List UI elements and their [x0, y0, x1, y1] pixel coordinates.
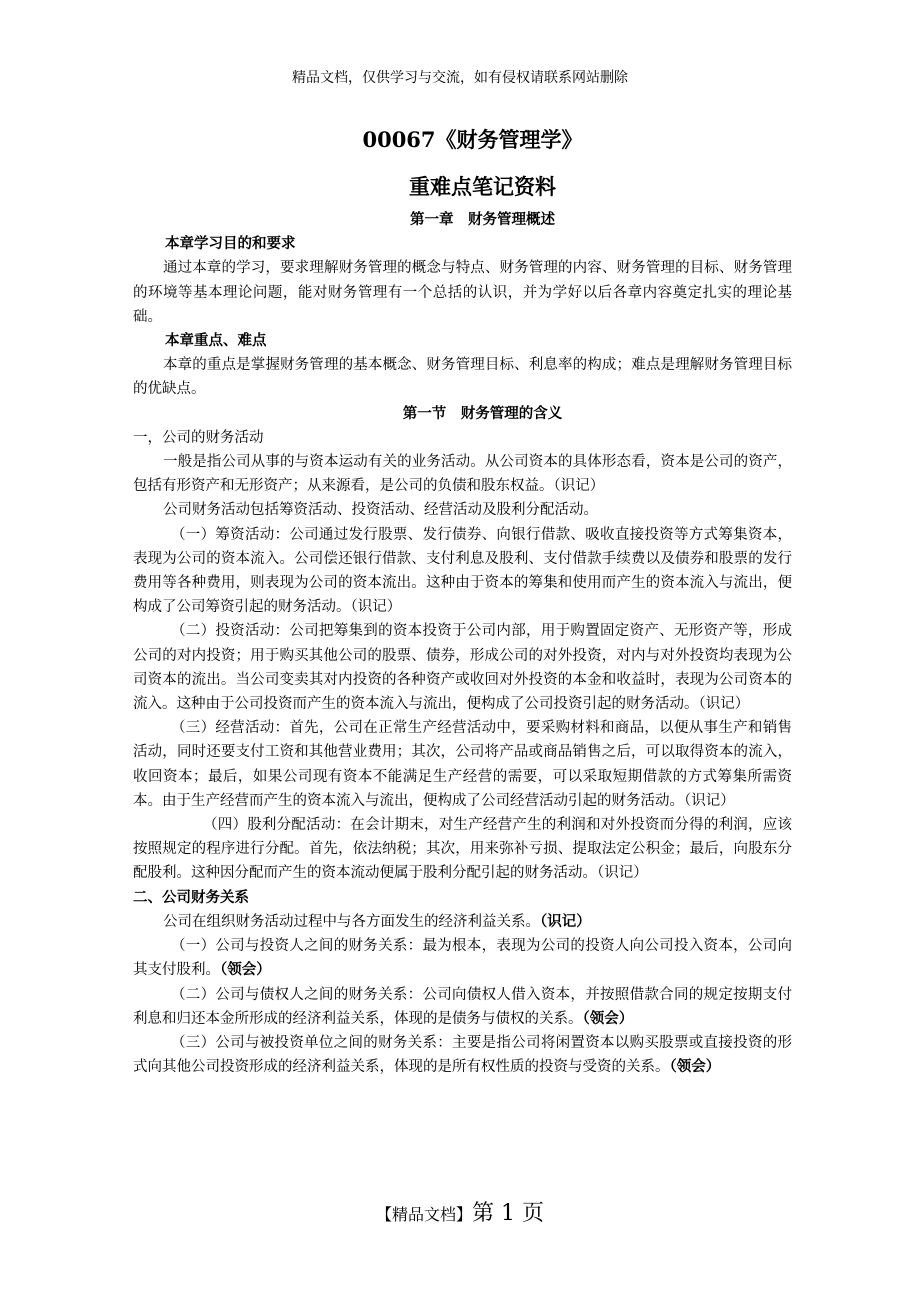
paragraph: （四）股利分配活动：在会计期末，对生产经营产生的利润和对外投资而分得的利润，应该按照规定的程序进行分配。首先，依法纳税；其次，用来弥补亏损、提取法定公积金；最后，向股东分配股利。这种因分配而产生的资本流动便属于股利分配引起的财务活动。（识记） [133, 817, 792, 882]
level-mark: （领会） [582, 1009, 634, 1027]
goals-paragraph: 通过本章的学习，要求理解财务管理的概念与特点、财务管理的内容、财务管理的目标、财务管理的环境等基本理论问题，能对财务管理有一个总括的认识，并为学好以后各章内容奠定扎实的理论基础。 [133, 260, 792, 325]
key-points-paragraph: 本章的重点是掌握财务管理的基本概念、财务管理目标、利息率的构成；难点是理解财务管理目标的优缺点。 [133, 357, 792, 398]
paragraph [133, 934, 792, 982]
level-mark: （领会） [220, 961, 271, 979]
level-mark: （识记） [540, 912, 591, 930]
paragraph: （三）经营活动：首先，公司在正常生产经营活动中，要采购材料和商品，以便从事生产和销售活动，同时还要支付工资和其他营业费用；其次，公司将产品或商品销售之后，可以取得资本的流入，收回资本；最后，如果公司现有资本不能满足生产经营的需要，可以采取短期借款的方式筹集所需资本。由于生产经营而产生的资本流入与流出，便构成了公司经营活动引起的财务活动。（识记） [133, 720, 792, 809]
goals-heading: 本章学习目的和要求 [165, 235, 296, 253]
paragraph: （二）投资活动：公司把筹集到的资本投资于公司内部，用于购置固定资产、无形资产等，形成公司的对内投资；用于购买其他公司的股票、债券，形成公司的对外投资，对内与对外投资均表现为公司资本的流出。当公司变卖其对内投资的各种资产或收回对外投资的本金和收益时，表现为公司资本的流入。这种由于公司投资而产生的资本流入与流出，便构成了公司投资引起的财务活动。（识记） [133, 623, 792, 713]
document-subtitle: 重难点笔记资料 [409, 174, 556, 199]
part2-heading: 二、公司财务关系 [133, 888, 249, 906]
paragraph: 公司财务活动包括筹资活动、投资活动、经营活动及股利分配活动。 [163, 502, 598, 519]
chapter-heading: 第一章 财务管理概述 [410, 211, 555, 228]
paragraph [133, 910, 792, 934]
watermark-header: 精品文档，仅供学习与交流，如有侵权请联系网站删除 [292, 70, 628, 86]
paragraph-text: （三）公司与被投资单位之间的财务关系：主要是指公司将闲置资本以购买股票或直接投资的形式向其他公司投资形成的经济利益关系，体现的是所有权性质的投资与受资的关系。 [133, 1034, 792, 1076]
key-points-heading: 本章重点、难点 [165, 332, 267, 350]
paragraph [133, 983, 792, 1031]
page-footer [0, 1196, 920, 1227]
paragraph [133, 1031, 792, 1079]
part1-heading: 一，公司的财务活动 [133, 429, 264, 446]
paragraph-text: （一）公司与投资人之间的财务关系：最为根本，表现为公司的投资人向公司投入资本，公司向其支付股利。 [133, 938, 792, 979]
paragraph-text: 公司在组织财务活动过程中与各方面发生的经济利益关系。 [163, 913, 540, 930]
page-number: 第 1 页 [472, 1201, 544, 1226]
document-title: 00067《财务管理学》 [362, 127, 583, 152]
paragraph: 一般是指公司从事的与资本运动有关的业务活动。从公司资本的具体形态看，资本是公司的资产，包括有形资产和无形资产；从来源看，是公司的负债和股东权益。（识记） [133, 454, 792, 495]
paragraph: （一）筹资活动：公司通过发行股票、发行债券、向银行借款、吸收直接投资等方式筹集资本，表现为公司的资本流入。公司偿还银行借款、支付利息及股利、支付借款手续费以及债券和股票的发行费用等各种费用，则表现为公司的资本流出。这种由于资本的筹集和使用而产生的资本流入与流出，便构成了公司筹资引起的财务活动。（识记） [133, 526, 792, 616]
footer-tag: 【精品文档】 [376, 1205, 473, 1224]
paragraph-text: （二）公司与债权人之间的财务关系：公司向债权人借入资本，并按照借款合同的规定按期支付利息和归还本金所形成的经济利益关系，体现的是债务与债权的关系。 [133, 986, 792, 1027]
section-heading: 第一节 财务管理的含义 [402, 404, 563, 422]
level-mark: （领会） [669, 1058, 721, 1076]
document-body [133, 122, 792, 1079]
